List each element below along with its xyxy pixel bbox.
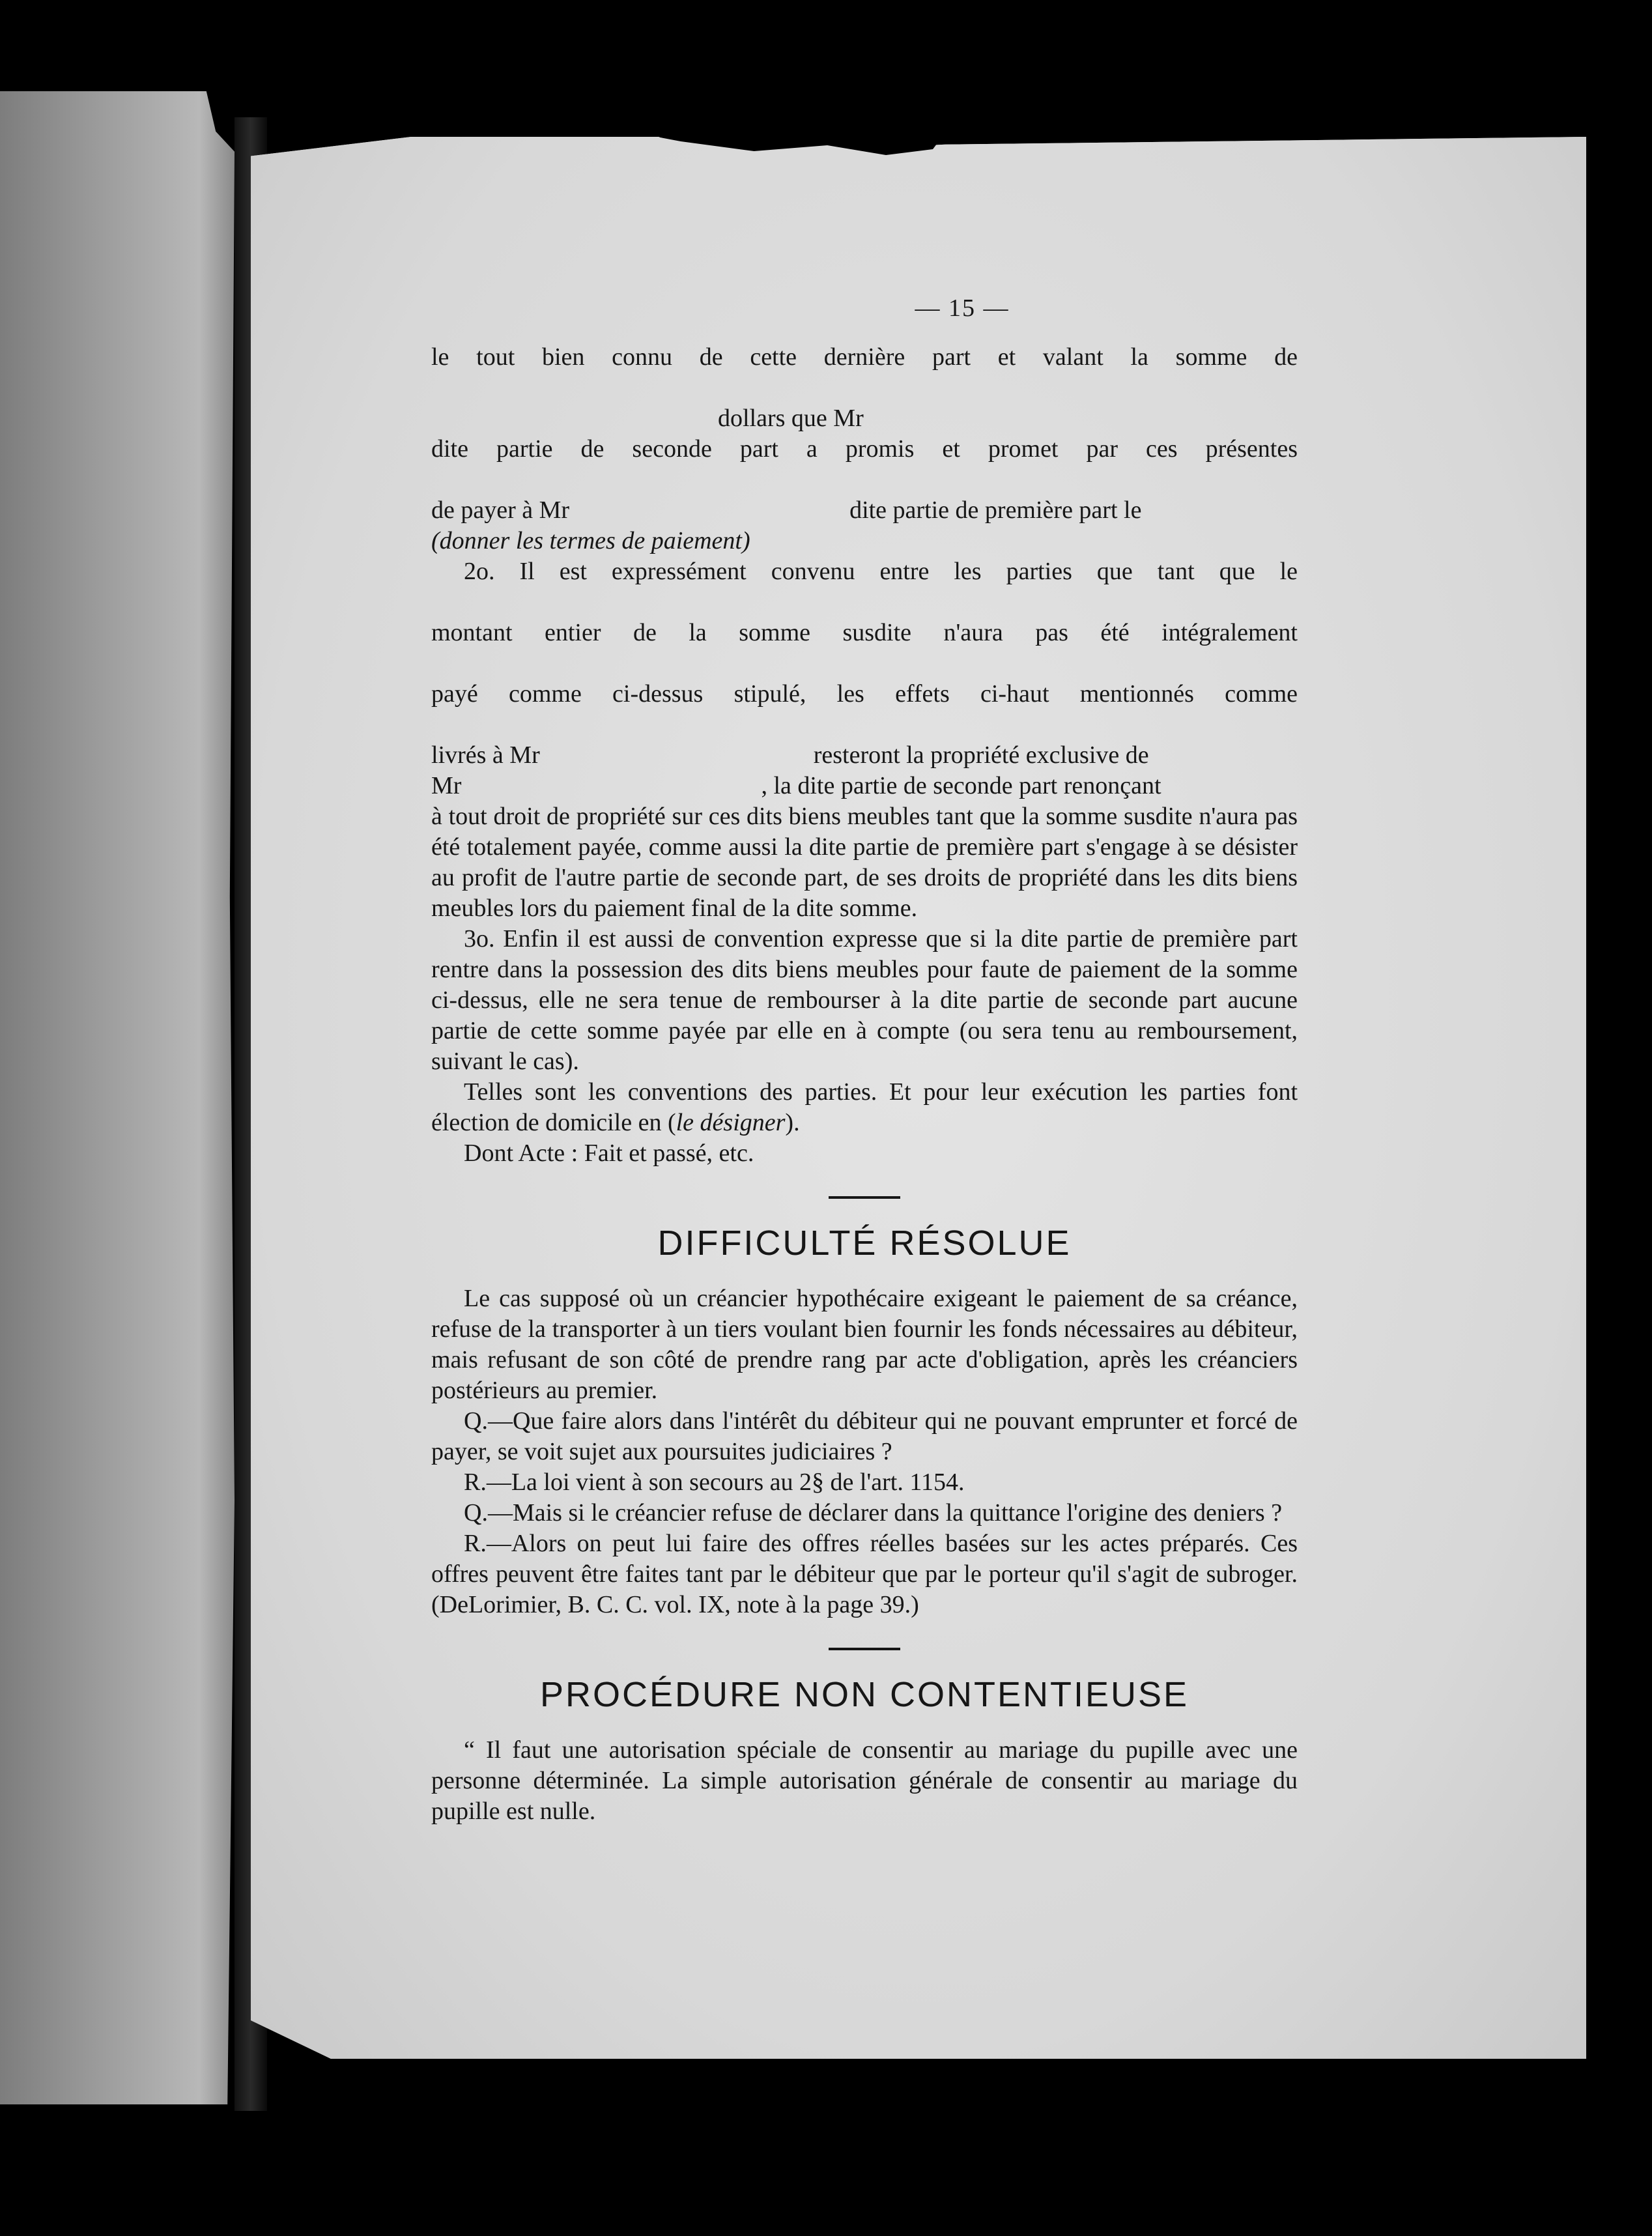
page-number: — 15 — [915, 294, 1010, 322]
text-line: montant entier de la somme susdite n'aura pas été intégralement [431, 619, 1298, 646]
answer-2: R.—Alors on peut lui faire des offres réelles basées sur les actes préparés. Ces offres peuvent être faites tant par le débiteur que par le porteur qu'il s'agit de subroger. (DeLorimier, B. C. C. vol. IX, note à la page 39.) [431, 1530, 1298, 1618]
text-fragment: , la dite partie de seconde part renonçant [761, 772, 1161, 799]
section-title-difficulte: DIFFICULTÉ RÉSOLUE [657, 1224, 1072, 1263]
section-title-procedure: PROCÉDURE NON CONTENTIEUSE [539, 1675, 1189, 1714]
text-fragment: dite partie de première part le [849, 496, 1142, 524]
text-line: 2o. Il est expressément convenu entre les parties que tant que le [464, 558, 1298, 585]
text-line [431, 740, 1298, 771]
text-line: (donner les termes de paiement) [431, 527, 750, 554]
text-line [431, 495, 1298, 526]
facing-page-edge [0, 91, 235, 2104]
text-fragment: de payer à Mr [431, 496, 570, 524]
text-paragraph: à tout droit de propriété sur ces dits biens meubles tant que la somme susdite n'aura pas été totalement payée, comme aussi la dite partie de première part s'engage à se désister au profit de l'autre partie de seconde part, de ses droits de propriété dans les dits biens meubles lors du paiement final de la dite somme. [431, 803, 1298, 922]
contract-paragraph-1 [431, 342, 1298, 556]
question-2: Q.—Mais si le créancier refuse de déclarer dans la quittance l'origine des deniers ? [464, 1499, 1283, 1526]
text-fragment: resteront la propriété exclusive de [813, 741, 1149, 769]
text-fragment: livrés à Mr [431, 741, 540, 769]
text-fragment: Mr [431, 772, 462, 799]
text-line [431, 771, 1298, 801]
text-line: dollars que Mr [718, 405, 864, 432]
text-line: dite partie de seconde part a promis et promet par ces présentes [431, 435, 1298, 463]
text-fragment: Telles sont les conventions des parties. Et pour leur exécution les parties font élection de domicile en ( [431, 1078, 1298, 1136]
section-divider [829, 1196, 900, 1199]
section2-paragraph: “ Il faut une autorisation spéciale de consentir au mariage du pupille avec une personne déterminée. La simple autorisation générale de consentir au mariage du pupille est nulle. [431, 1736, 1298, 1825]
contract-paragraph-4 [431, 1077, 1298, 1138]
answer-1: R.—La loi vient à son secours au 2§ de l'art. 1154. [464, 1469, 965, 1496]
section-divider [829, 1648, 900, 1650]
text-line: le tout bien connu de cette dernière part et valant la somme de [431, 343, 1298, 371]
text-fragment: ). [785, 1109, 800, 1136]
contract-paragraph-2 [431, 556, 1298, 924]
question-1: Q.—Que faire alors dans l'intérêt du débiteur qui ne pouvant emprunter et forcé de payer, se voit sujet aux poursuites judiciaires ? [431, 1407, 1298, 1465]
text-fragment-italic: le désigner [676, 1109, 786, 1136]
text-line: payé comme ci-dessus stipulé, les effets ci-haut mentionnés comme [431, 680, 1298, 708]
contract-paragraph-3: 3o. Enfin il est aussi de convention expresse que si la dite partie de première part rentre dans la possession des dits biens meubles pour faute de paiement de la somme ci-dessus, elle ne sera tenue de rembourser à la dite partie de seconde part aucune partie de cette somme payée par elle en à compte (ou sera tenu au remboursement, suivant le cas). [431, 925, 1298, 1075]
contract-paragraph-5: Dont Acte : Fait et passé, etc. [464, 1140, 754, 1167]
page-text [431, 293, 1298, 1827]
section1-paragraph: Le cas supposé où un créancier hypothécaire exigeant le paiement de sa créance, refuse de la transporter à un tiers voulant bien fournir les fonds nécessaires au débiteur, mais refusant de son côté de prendre rang par acte d'obligation, après les créanciers postérieurs au premier. [431, 1285, 1298, 1404]
